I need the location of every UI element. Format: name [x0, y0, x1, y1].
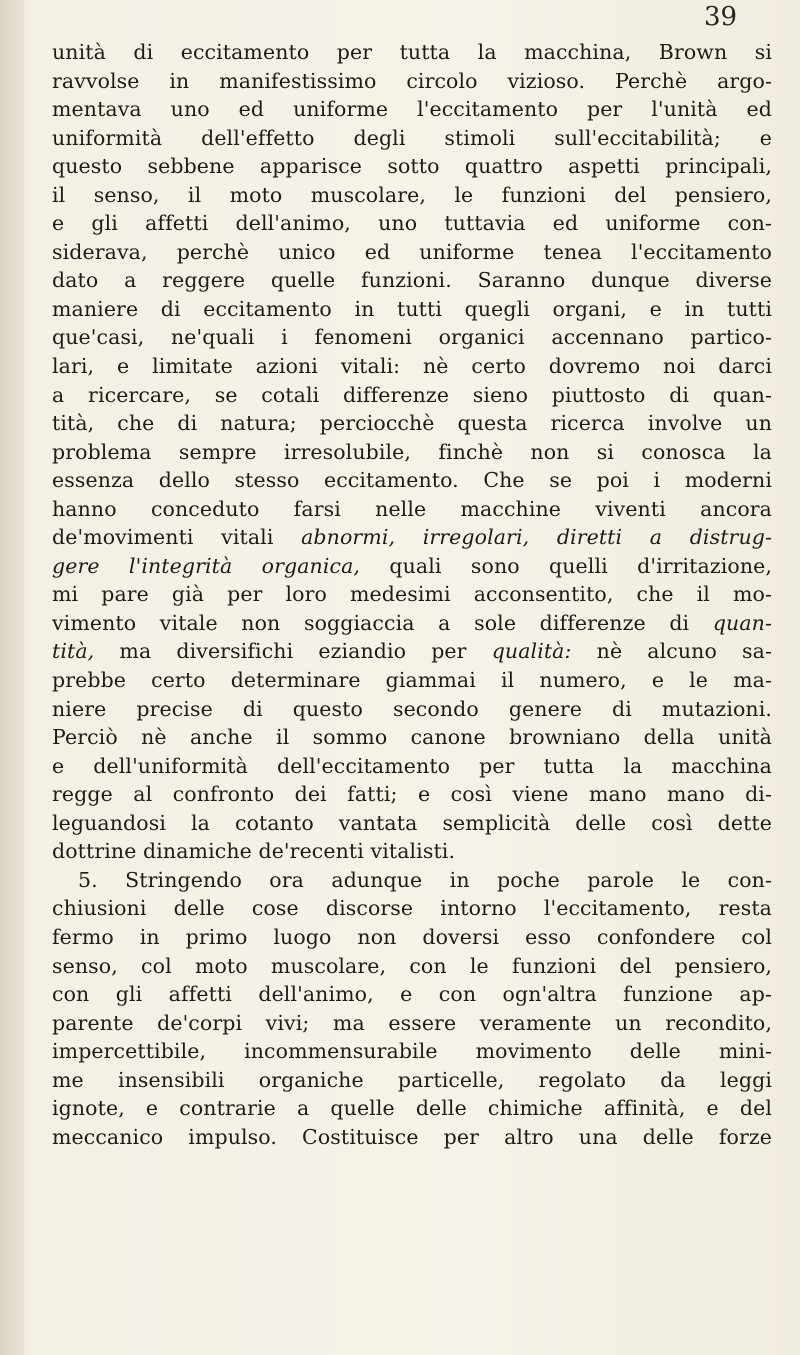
italic-phrase: tità,: [52, 639, 95, 664]
text-line: dottrine dinamiche de'recenti vitalisti.: [52, 839, 456, 864]
text-line: e dell'uniformità dell'eccitamento per tutta la macchina: [52, 753, 772, 778]
text-line: tità, ma diversifichi eziandio per qualità: nè alcuno sa-: [52, 639, 772, 664]
text-line: unità di eccitamento per tutta la macchina, Brown si: [52, 40, 772, 64]
text-line: niere precise di questo secondo genere di mutazioni.: [52, 696, 772, 721]
text-line: il senso, il moto muscolare, le funzioni del pensiero,: [52, 182, 772, 207]
text-line: 5. Stringendo ora adunque in poche parole le con-: [78, 867, 772, 892]
page-gutter-shadow: [0, 0, 24, 1355]
text-line: leguandosi la cotanto vantata semplicità delle così dette: [52, 810, 772, 835]
text-line: mentava uno ed uniforme l'eccitamento per l'unità ed: [52, 97, 772, 122]
text-line: vimento vitale non soggiaccia a sole differenze di quan-: [52, 610, 772, 635]
body-text: [52, 38, 772, 1151]
text-line: problema sempre irresolubile, finchè non si conosca la: [52, 439, 772, 464]
text-line: questo sebbene apparisce sotto quattro aspetti principali,: [52, 154, 772, 179]
text-line: senso, col moto muscolare, con le funzioni del pensiero,: [52, 953, 772, 978]
text-line: ignote, e contrarie a quelle delle chimiche affinità, e del: [52, 1096, 772, 1121]
text-line: impercettibile, incommensurabile movimento delle mini-: [52, 1039, 772, 1064]
text-line: e gli affetti dell'animo, uno tuttavia ed uniforme con-: [52, 211, 772, 236]
text-line: prebbe certo determinare giammai il numero, e le ma-: [52, 668, 772, 693]
italic-phrase: gere l'integrità organica,: [52, 553, 361, 578]
text-line: chiusioni delle cose discorse intorno l'eccitamento, resta: [52, 896, 772, 921]
text-line: maniere di eccitamento in tutti quegli organi, e in tutti: [52, 296, 772, 321]
italic-phrase: qualità:: [491, 639, 572, 664]
text-line: me insensibili organiche particelle, regolato da leggi: [52, 1067, 772, 1092]
text-line: que'casi, ne'quali i fenomeni organici accennano partico-: [52, 325, 772, 350]
text-line: tità, che di natura; perciocchè questa ricerca involve un: [52, 411, 772, 436]
text-line: Perciò nè anche il sommo canone browniano della unità: [52, 725, 772, 750]
text-line: ravvolse in manifestissimo circolo vizioso. Perchè argo-: [52, 68, 772, 93]
text-line: uniformità dell'effetto degli stimoli sull'eccitabilità; e: [52, 125, 772, 150]
text-line: essenza dello stesso eccitamento. Che se poi i moderni: [52, 468, 772, 493]
text-line: regge al confronto dei fatti; e così viene mano mano di-: [52, 782, 772, 807]
text-line: a ricercare, se cotali differenze sieno piuttosto di quan-: [52, 382, 772, 407]
text-line: con gli affetti dell'animo, e con ogn'altra funzione ap-: [52, 982, 772, 1007]
text-line: de'movimenti vitali abnormi, irregolari, diretti a distrug-: [52, 525, 772, 550]
italic-phrase: quan-: [712, 610, 772, 635]
page-number: 39: [704, 2, 738, 32]
italic-phrase: abnormi, irregolari, diretti a distrug-: [301, 525, 772, 550]
text-line: siderava, perchè unico ed uniforme tenea l'eccitamento: [52, 239, 772, 264]
text-line: hanno conceduto farsi nelle macchine viventi ancora: [52, 496, 772, 521]
text-line: dato a reggere quelle funzioni. Saranno dunque diverse: [52, 268, 772, 293]
text-line: gere l'integrità organica, quali sono quelli d'irritazione,: [52, 553, 772, 578]
text-line: fermo in primo luogo non doversi esso confondere col: [52, 924, 772, 949]
text-line: mi pare già per loro medesimi acconsentito, che il mo-: [52, 582, 772, 607]
text-line: parente de'corpi vivi; ma essere veramente un recondito,: [52, 1010, 772, 1035]
text-line: meccanico impulso. Costituisce per altro una delle forze: [52, 1124, 772, 1149]
text-line: lari, e limitate azioni vitali: nè certo dovremo noi darci: [52, 354, 772, 379]
